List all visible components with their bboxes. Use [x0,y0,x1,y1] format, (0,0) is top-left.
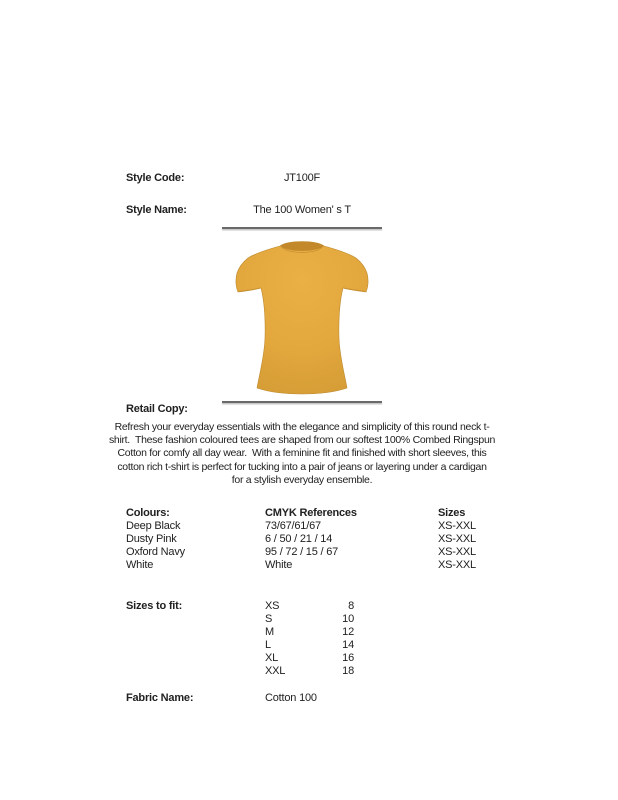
cmyk-cell: 95 / 72 / 15 / 67 [265,546,339,558]
bottom-divider-line [222,401,382,403]
cmyk-cell: White [265,559,293,571]
colour-name-cell: Oxford Navy [126,546,185,558]
retail-copy-line: shirt. These fashion coloured tees are shaped from our softest 100% Combed Ringspun [108,434,496,447]
fit-cell: 18 [342,665,354,677]
retail-copy-line: cotton rich t-shirt is perfect for tucking into a pair of jeans or layering under a cardigan [117,460,487,473]
sizes-cell: XS-XXL [438,533,476,545]
size-cell: XS [265,600,280,612]
retail-copy-line: Refresh your everyday essentials with the elegance and simplicity of this round neck t- [114,421,490,433]
size-cell: S [265,613,273,625]
size-cell: XXL [265,665,286,677]
womens-tshirt-image [222,230,382,398]
sizes-to-fit-label: Sizes to fit: [126,600,183,612]
retail-copy-label: Retail Copy: [126,403,188,415]
size-cell: XL [265,652,279,664]
size-cell: M [265,626,274,638]
top-divider-line [222,227,382,229]
colour-name-cell: White [126,559,154,571]
sizes-cell: XS-XXL [438,520,476,532]
fabric-name-value: Cotton 100 [265,692,317,704]
colours-header-sizes: Sizes [438,507,466,519]
sizes-cell: XS-XXL [438,546,476,558]
sizes-to-fit-table [265,600,354,678]
retail-copy-line: Cotton for comfy all day wear. With a feminine fit and finished with short sleeves, this [117,447,487,460]
style-name-label: Style Name: [126,204,187,216]
fit-cell: 8 [348,600,354,612]
sizes-cell: XS-XXL [438,559,476,571]
tshirt-body [236,242,368,395]
cmyk-cell: 6 / 50 / 21 / 14 [265,533,333,545]
size-cell: L [265,639,271,651]
cmyk-cell: 73/67/61/67 [265,520,321,532]
style-code-label: Style Code: [126,172,185,184]
style-code-value: JT100F [283,172,321,184]
fit-cell: 14 [342,639,354,651]
retail-copy-paragraph [94,421,510,487]
fit-cell: 10 [342,613,354,625]
fabric-name-label: Fabric Name: [126,692,194,704]
retail-copy-line: for a stylish everyday ensemble. [231,473,373,486]
colour-name-cell: Deep Black [126,520,181,532]
fit-cell: 12 [342,626,354,638]
style-name-value: The 100 Women' s T [253,204,351,216]
fit-cell: 16 [342,652,354,664]
colour-name-cell: Dusty Pink [126,533,177,545]
colours-header-colour: Colours: [126,507,170,519]
colours-header-cmyk: CMYK References [265,507,357,519]
colours-table [126,507,566,572]
